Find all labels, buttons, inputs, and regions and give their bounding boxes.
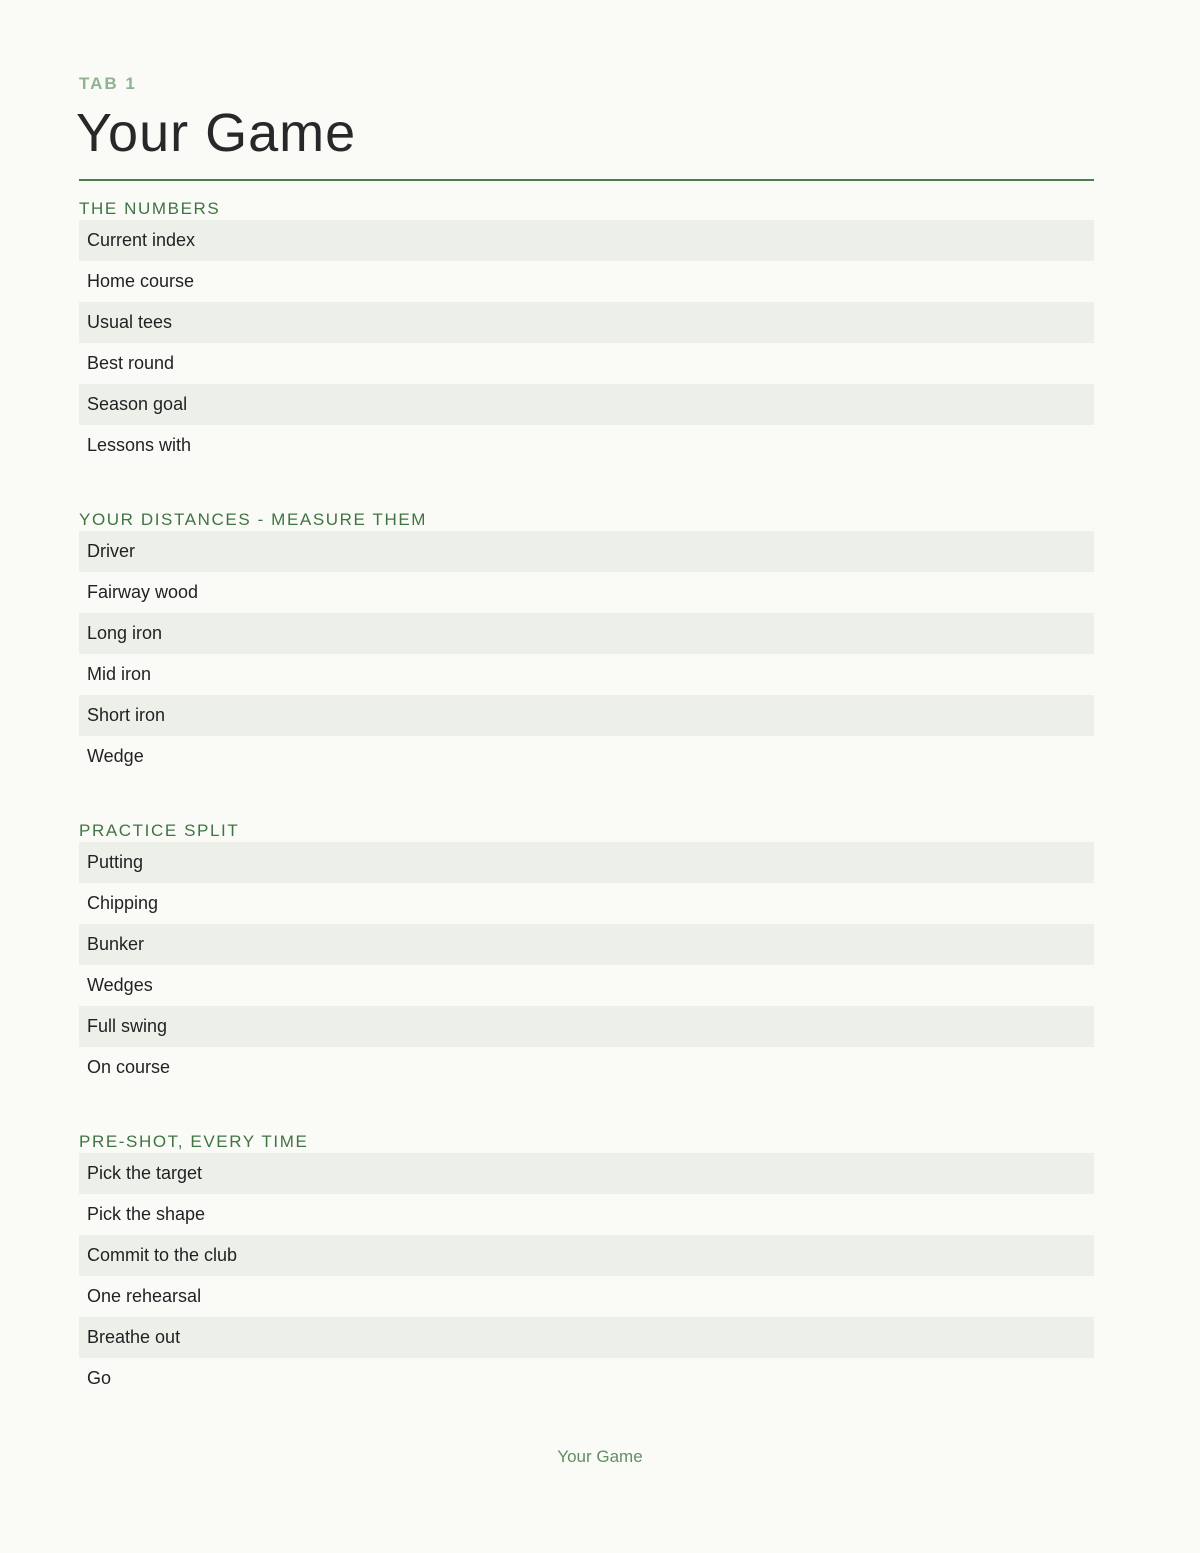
list-item: One rehearsal [87,1286,202,1306]
section-heading: YOUR DISTANCES - MEASURE THEM [79,510,428,529]
list-item: Home course [87,271,195,291]
list-item: Fairway wood [87,582,199,602]
section-heading: PRACTICE SPLIT [79,821,240,840]
section-heading: THE NUMBERS [79,199,221,218]
section-your-distances [79,509,1094,777]
list-item: Short iron [79,695,1094,736]
list-item: Best round [87,353,175,373]
list-item: Bunker [79,924,1094,965]
list-item: Breathe out [79,1317,1094,1358]
list-item: Lessons with [87,435,192,455]
section-practice-split [79,820,1094,1088]
section-heading: PRE-SHOT, EVERY TIME [79,1132,309,1151]
list-item: Putting [79,842,1094,883]
list-item: On course [87,1057,171,1077]
section-the-numbers [79,198,1094,466]
list-item: Mid iron [87,664,152,684]
list-item: Go [87,1368,112,1388]
list-item: Pick the shape [87,1204,206,1224]
list-item: Wedges [87,975,153,995]
list-item: Pick the target [79,1153,1094,1194]
list-item: Current index [79,220,1094,261]
title-divider [79,179,1094,181]
list-item: Chipping [87,893,159,913]
list-item: Usual tees [79,302,1094,343]
page-footer: Your Game [557,1447,643,1466]
list-item: Driver [79,531,1094,572]
tab-label: TAB 1 [79,74,137,93]
list-item: Season goal [79,384,1094,425]
list-item: Commit to the club [79,1235,1094,1276]
page-title: Your Game [76,103,357,163]
list-item: Wedge [87,746,144,766]
list-item: Full swing [79,1006,1094,1047]
list-item: Long iron [79,613,1094,654]
section-pre-shot [79,1131,1094,1399]
